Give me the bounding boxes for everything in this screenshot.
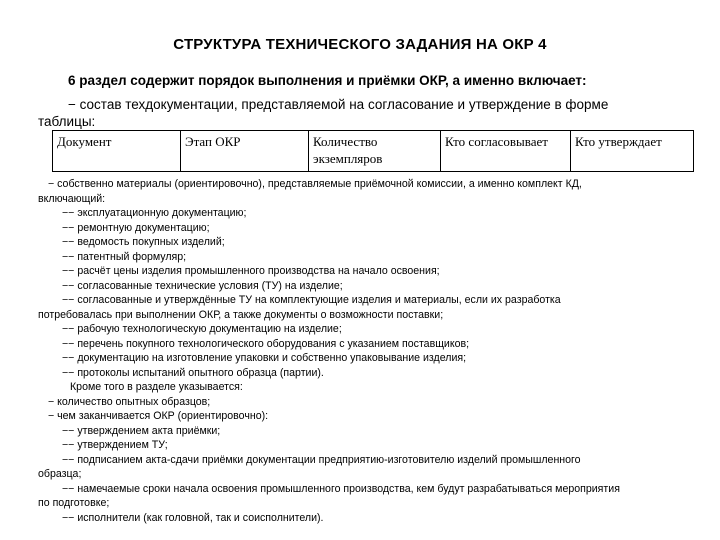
page-title: СТРУКТУРА ТЕХНИЧЕСКОГО ЗАДАНИЯ НА ОКР 4 — [173, 36, 547, 53]
text-line: по подготовке; — [38, 497, 110, 509]
section-body — [38, 177, 708, 525]
text-line: − чем заканчивается ОКР (ориентировочно): — [48, 410, 269, 422]
text-line: −− подписанием акта-сдачи приёмки документации предприятию-изготовителю изделий промышленного — [62, 453, 581, 466]
text-line: −− намечаемые сроки начала освоения промышленного производства, кем будут разрабатываться мероприятия — [62, 482, 620, 495]
text-line: −− перечень покупного технологического оборудования с указанием поставщиков; — [62, 337, 470, 350]
text-line: − количество опытных образцов; — [48, 395, 211, 408]
table-header-cell: Кто утверждает — [571, 131, 694, 172]
table-header-cell: Количество экземпляров — [309, 131, 441, 172]
intro-line-3: таблицы: — [38, 114, 96, 129]
text-line: −− протоколы испытаний опытного образца (партии). — [62, 366, 324, 379]
text-line: −− согласованные и утверждённые ТУ на комплектующие изделия и материалы, если их разработка — [62, 294, 561, 306]
text-line: −− ремонтную документацию; — [62, 221, 210, 234]
text-line: −− эксплуатационную документацию; — [62, 207, 247, 219]
table-header-cell: Кто согласовывает — [441, 131, 571, 172]
text-line: −− утверждением ТУ; — [62, 439, 168, 451]
text-line: образца; — [38, 468, 82, 480]
text-line: потребовалась при выполнении ОКР, а также документы о возможности поставки; — [38, 308, 444, 321]
text-line: −− расчёт цены изделия промышленного производства на начало освоения; — [62, 265, 440, 277]
text-line: −− документацию на изготовление упаковки и собственно упаковывание изделия; — [62, 352, 467, 364]
text-line: −− исполнители (как головной, так и соисполнители). — [62, 511, 324, 524]
table-header-row — [53, 131, 694, 172]
text-line: включающий: — [38, 192, 106, 205]
table-header-cell: Документ — [53, 131, 181, 172]
text-line: − собственно материалы (ориентировочно), представляемые приёмочной комиссии, а именно комплект КД, — [48, 178, 582, 190]
text-line: −− ведомость покупных изделий; — [62, 236, 225, 248]
text-line: −− утверждением акта приёмки; — [62, 424, 221, 437]
text-line: −− согласованные технические условия (ТУ) на изделие; — [62, 279, 343, 292]
intro-line-2: − состав техдокументации, представляемой на согласование и утверждение в форме — [68, 97, 609, 112]
text-line: −− патентный формуляр; — [62, 250, 187, 263]
table-header-cell: Этап ОКР — [181, 131, 309, 172]
documents-table — [52, 130, 694, 172]
section-intro-bold: 6 раздел содержит порядок выполнения и приёмки ОКР, а именно включает: — [68, 73, 587, 88]
text-line: −− рабочую технологическую документацию на изделие; — [62, 323, 342, 335]
text-line: Кроме того в разделе указывается: — [70, 381, 243, 393]
